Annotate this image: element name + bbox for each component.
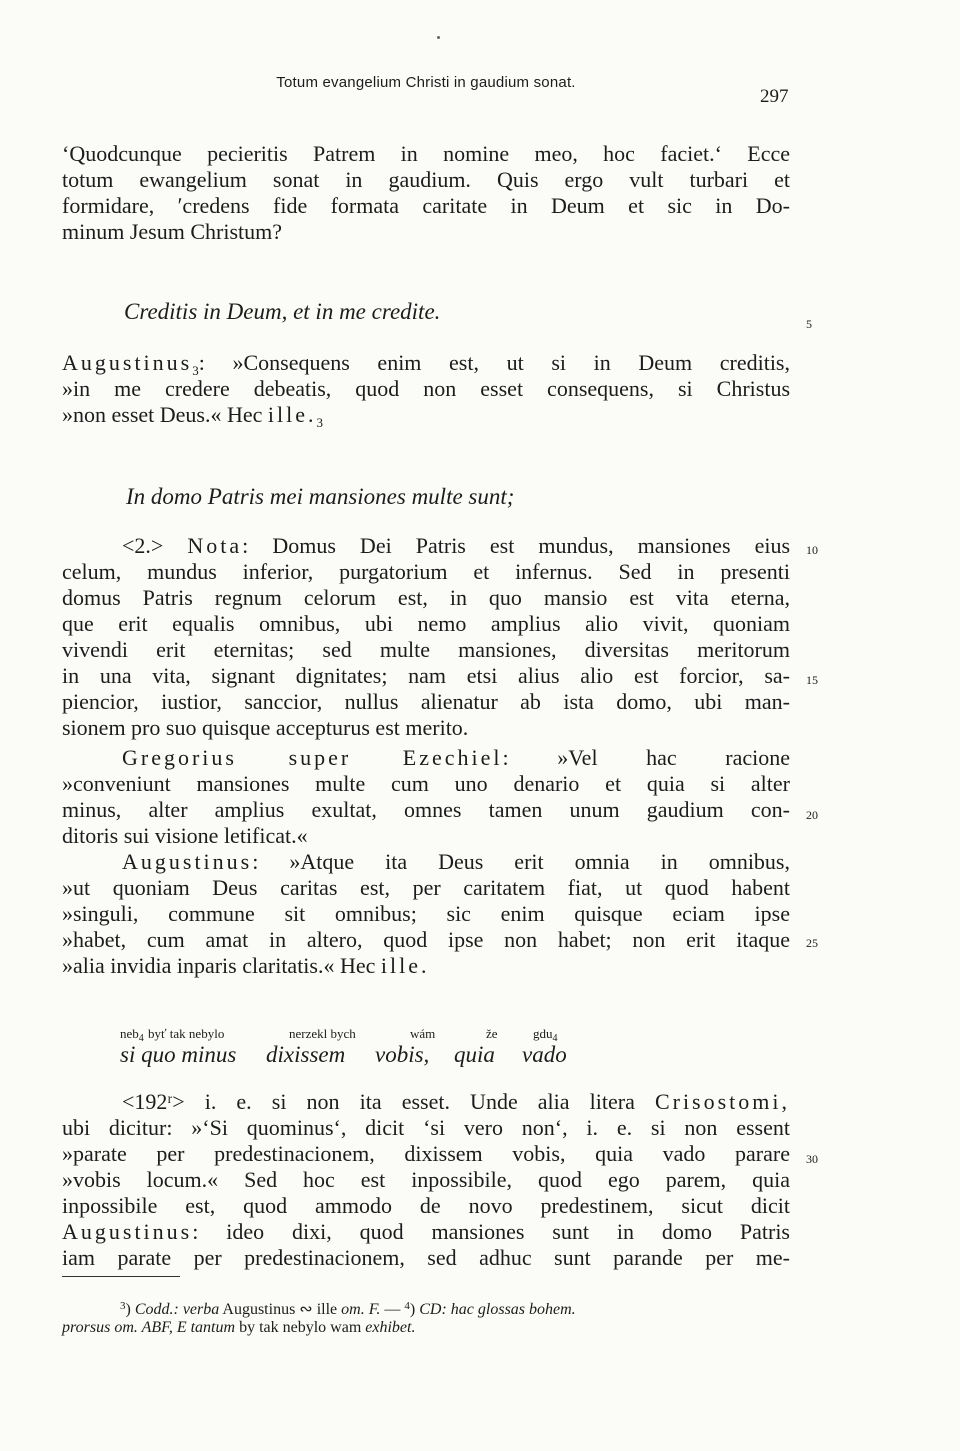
lemma-word: quia <box>454 1042 495 1067</box>
text-line: <2.> Nota: Domus Dei Patris est mundus, mansiones eius <box>122 533 791 558</box>
author-name: Augustinus <box>62 1219 193 1244</box>
text-line: <192ʳ> i. e. si non ita esset. Unde alia litera Crisostomi, <box>122 1089 791 1114</box>
text-line: minus, alter amplius exultat, omnes tamen unum gaudium con- <box>62 797 790 822</box>
footnote-ref: 4 <box>552 1033 558 1044</box>
text-line: in una vita, signant dignitates; nam etsi alius alio est forcior, sa- <box>62 663 790 688</box>
paper-speck <box>437 36 440 39</box>
text-line: Gregorius super Ezechiel: »Vel hac racione <box>122 745 790 770</box>
lemma-heading: In domo Patris mei mansiones multe sunt; <box>126 484 515 509</box>
text-line: piencior, iustior, sanccior, nullus alienatur ab ista domo, ubi man- <box>62 689 790 714</box>
gloss-word: že <box>486 1026 498 1041</box>
footnote-ref: 3 <box>316 415 324 430</box>
page-number: 297 <box>760 86 789 107</box>
footnote-ref: 4 <box>138 1033 144 1044</box>
line-number: 10 <box>806 543 818 557</box>
line-number: 30 <box>806 1152 818 1166</box>
gloss-word: wám <box>410 1026 436 1041</box>
text-line: »conveniunt mansiones multe cum uno denario et quia si alter <box>62 771 790 796</box>
text-line: »alia invidia inparis claritatis.« Hec ille. <box>62 953 430 978</box>
text-line: minum Jesum Christum? <box>62 219 282 244</box>
author-name: Gregorius super Ezechiel <box>122 745 503 770</box>
footnote-rule <box>62 1276 180 1277</box>
nota-label: Nota <box>187 533 243 558</box>
text-line: Augustinus: ideo dixi, quod mansiones sunt in domo Patris <box>62 1219 790 1244</box>
lemma-word: vado <box>522 1042 567 1067</box>
text-line: formidare, ʹcredens fide formata caritate in Deum et sic in Do- <box>62 193 790 218</box>
text-line: ditoris sui visione letificat.« <box>62 823 308 848</box>
lemma-word: si quo minus <box>120 1042 237 1067</box>
footnote-line: prorsus om. ABF, E tantum by tak nebylo wam exhibet. <box>62 1319 416 1336</box>
author-ille: ille. <box>267 402 317 427</box>
gloss-word: gdu$_4$ <box>533 1026 558 1044</box>
lemma-word: vobis, <box>375 1042 430 1067</box>
folio-marker: <192ʳ> <box>122 1089 185 1114</box>
author-name: Augustinus <box>62 350 193 375</box>
text-line: »singuli, commune sit omnibus; sic enim quisque eciam ipse <box>62 901 790 926</box>
text-line: »parate per predestinacionem, dixissem vobis, quia vado parare <box>62 1141 790 1166</box>
text-line: iam parate per predestinacionem, sed adhuc sunt parande per me- <box>62 1245 790 1270</box>
footnote-number: 3 <box>120 1300 126 1312</box>
quote-text: »non esset Deus.« Hec <box>62 402 268 427</box>
text-line: domus Patris regnum celorum est, in quo mansio est vita eterna, <box>62 585 790 610</box>
text-line <box>62 402 790 436</box>
footnote-ref: 3 <box>192 363 199 378</box>
text-line: »habet, cum amat in altero, quod ipse non habet; non erit itaque <box>62 927 790 952</box>
author-name: Augustinus <box>122 849 253 874</box>
author-name: Crisostomi, <box>654 1089 791 1114</box>
lemma-heading: Creditis in Deum, et in me credite. <box>124 299 441 324</box>
text-line: que erit equalis omnibus, ubi nemo amplius alio vivit, quoniam <box>62 611 790 636</box>
author-ille: ille. <box>380 953 430 978</box>
lemma-word: dixissem <box>266 1042 346 1067</box>
text-line: ubi dicitur: »‘Si quominus‘, dicit ‘si vero non‘, i. e. si non essent <box>62 1115 790 1140</box>
text-line: inpossibile est, quod ammodo de novo predestinem, sicut dicit <box>62 1193 790 1218</box>
quote-text: : »Consequens enim est, ut si in Deum creditis, <box>198 350 790 375</box>
text-line: sionem pro suo quisque accepturus est merito. <box>62 715 469 740</box>
line-number: 15 <box>806 673 818 687</box>
text-line: vivendi erit eternitas; sed multe mansiones, diversitas meritorum <box>62 637 790 662</box>
text-line: Augustinus: »Atque ita Deus erit omnia in omnibus, <box>122 849 790 874</box>
text-line: ‘Quodcunque pecieritis Patrem in nomine meo, hoc faciet.‘ Ecce <box>62 141 790 166</box>
text-line: totum ewangelium sonat in gaudium. Quis ergo vult turbari et <box>62 167 790 192</box>
gloss-word: neb$_4$ <box>120 1026 144 1044</box>
text-line: »in me credere debeatis, quod non esset consequens, si Christus <box>62 376 790 401</box>
folio-marker: <2.> <box>122 533 164 558</box>
line-number: 20 <box>806 808 818 822</box>
line-number: 25 <box>806 936 818 950</box>
footnote-number: 4 <box>404 1300 410 1312</box>
footnote-line: $^3$) Codd.: verba Augustinus ∾ ille om. F. — $^4$) CD: hac glossas bohem. <box>120 1300 576 1318</box>
text-line: »ut quoniam Deus caritas est, per caritatem fiat, ut quod habent <box>62 875 790 900</box>
line-number: 5 <box>806 317 812 331</box>
text-line: »vobis locum.« Sed hoc est inpossibile, quod ego parem, quia <box>62 1167 790 1192</box>
gloss-word: nerzekl bych <box>289 1026 356 1041</box>
text-line: celum, mundus inferior, purgatorium et infernus. Sed in presenti <box>62 559 790 584</box>
gloss-word: byť tak nebylo <box>148 1026 225 1041</box>
running-head: Totum evangelium Christi in gaudium sonat. <box>276 74 576 91</box>
